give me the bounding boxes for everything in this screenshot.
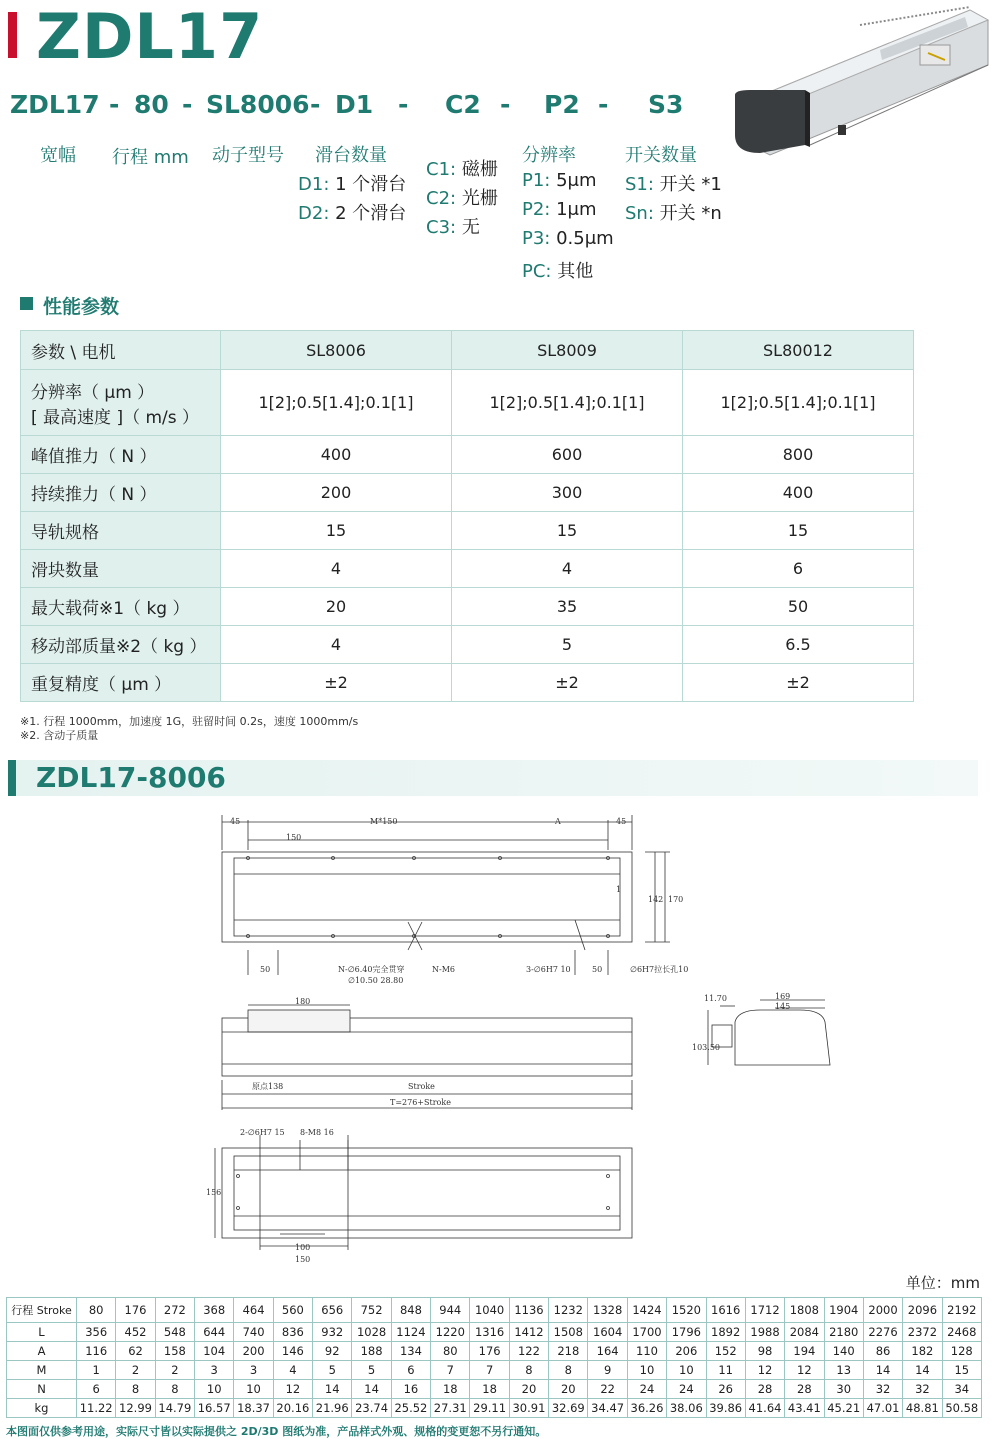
- code-switches: S3: [648, 90, 684, 119]
- row-label: A: [7, 1342, 77, 1361]
- product-render: [730, 5, 990, 175]
- row-label: kg: [7, 1399, 77, 1418]
- table-cell: 12: [745, 1361, 784, 1380]
- dim-label: ∅10.50 28.80: [348, 976, 404, 985]
- table-cell: 164: [588, 1342, 627, 1361]
- table-cell: 50.58: [942, 1399, 981, 1418]
- table-cell: 21.96: [313, 1399, 352, 1418]
- table-cell: 2: [116, 1361, 155, 1380]
- table-row: [7, 1361, 982, 1380]
- table-cell: 1796: [667, 1323, 706, 1342]
- table-cell: 116: [77, 1342, 116, 1361]
- table-cell: 39.86: [706, 1399, 745, 1418]
- dim-label: 142: [648, 895, 664, 904]
- dim-label: 145: [775, 1002, 791, 1011]
- table-cell: 800: [683, 436, 914, 474]
- table-cell: 8: [549, 1361, 588, 1380]
- table-cell: 400: [221, 436, 452, 474]
- row-label: 持续推力（ N ）: [21, 474, 221, 512]
- table-cell: 1[2];0.5[1.4];0.1[1]: [452, 370, 683, 436]
- row-label: 移动部质量※2（ kg ）: [21, 626, 221, 664]
- table-cell: 158: [155, 1342, 194, 1361]
- table-cell: 14: [352, 1380, 391, 1399]
- table-cell: 98: [745, 1342, 784, 1361]
- table-row: [21, 664, 914, 702]
- table-header-cell: 1904: [824, 1298, 863, 1323]
- row-label: 分辨率（ μm ） [ 最高速度 ]（ m/s ）: [21, 370, 221, 436]
- table-cell: 2084: [785, 1323, 824, 1342]
- table-cell: 5: [352, 1361, 391, 1380]
- title-accent-bar: [8, 12, 17, 58]
- table-cell: 25.52: [391, 1399, 430, 1418]
- label-width: 宽幅: [40, 145, 76, 166]
- table-row: [7, 1323, 982, 1342]
- table-cell: 176: [470, 1342, 509, 1361]
- table-cell: 2276: [863, 1323, 902, 1342]
- dim-label: 103.50: [692, 1043, 720, 1052]
- dim-label: 3-∅6H7 10: [526, 965, 571, 974]
- table-cell: ±2: [452, 664, 683, 702]
- label-stroke: 行程 mm: [112, 147, 189, 168]
- option-sn: Sn: 开关 *n: [625, 203, 722, 224]
- table-cell: 15: [683, 512, 914, 550]
- row-label: 重复精度（ μm ）: [21, 664, 221, 702]
- table-header-cell: 368: [195, 1298, 234, 1323]
- table-cell: 152: [706, 1342, 745, 1361]
- table-header-cell: 848: [391, 1298, 430, 1323]
- table-cell: 1[2];0.5[1.4];0.1[1]: [221, 370, 452, 436]
- table-cell: 41.64: [745, 1399, 784, 1418]
- table-cell: 20: [221, 588, 452, 626]
- table-cell: 23.74: [352, 1399, 391, 1418]
- table-header-cell: 272: [155, 1298, 194, 1323]
- dim-label: 100: [295, 1243, 311, 1252]
- dim-label: 原点138: [252, 1082, 284, 1091]
- dim-label: N-M6: [432, 965, 455, 974]
- table-row: [21, 588, 914, 626]
- table-cell: 92: [313, 1342, 352, 1361]
- table-header-cell: 1136: [509, 1298, 548, 1323]
- table-cell: 134: [391, 1342, 430, 1361]
- table-header-cell: 1520: [667, 1298, 706, 1323]
- dim-label: M*150: [370, 817, 398, 826]
- row-label: 最大载荷※1（ kg ）: [21, 588, 221, 626]
- code-dash: -: [500, 90, 511, 119]
- stroke-table: [6, 1297, 982, 1418]
- code-width: 80: [134, 90, 169, 119]
- table-cell: 18: [470, 1380, 509, 1399]
- table-cell: 548: [155, 1323, 194, 1342]
- dim-label: Stroke: [408, 1082, 435, 1091]
- table-header-cell: 176: [116, 1298, 155, 1323]
- table-header-cell: 752: [352, 1298, 391, 1323]
- section-marker: [20, 297, 33, 310]
- table-cell: 28: [785, 1380, 824, 1399]
- disclaimer: 本图面仅供参考用途，实际尺寸皆以实际提供之 2D/3D 图纸为准，产品样式外观、规格的变更恕不另行通知。: [6, 1425, 547, 1438]
- table-cell: 10: [195, 1380, 234, 1399]
- table-row: [21, 626, 914, 664]
- option-c1: C1: 磁栅: [426, 159, 498, 180]
- table-cell: 35: [452, 588, 683, 626]
- row-label: 行程 Stroke: [7, 1298, 77, 1323]
- label-switches: 开关数量: [625, 145, 697, 166]
- table-cell: 1316: [470, 1323, 509, 1342]
- table-cell: 2180: [824, 1323, 863, 1342]
- table-cell: 8: [116, 1380, 155, 1399]
- table-cell: 20: [509, 1380, 548, 1399]
- dim-label: ∅6H7拉长孔10: [630, 965, 689, 974]
- table-row: [21, 370, 914, 436]
- table-header-cell: 1040: [470, 1298, 509, 1323]
- table-cell: 2: [155, 1361, 194, 1380]
- table-cell: 1124: [391, 1323, 430, 1342]
- table-cell: 9: [588, 1361, 627, 1380]
- table-cell: 24: [667, 1380, 706, 1399]
- dim-label: 1: [616, 885, 622, 894]
- table-cell: 452: [116, 1323, 155, 1342]
- table-cell: 128: [942, 1342, 981, 1361]
- table-cell: 5: [313, 1361, 352, 1380]
- unit-label: 单位：mm: [905, 1274, 980, 1292]
- table-row: [21, 474, 914, 512]
- end-view: [692, 992, 830, 1065]
- dim-label: A: [555, 817, 561, 826]
- option-c2: C2: 光栅: [426, 188, 498, 209]
- table-header-cell: 2000: [863, 1298, 902, 1323]
- table-cell: 36.26: [627, 1399, 666, 1418]
- table-cell: 140: [824, 1342, 863, 1361]
- table-cell: 12: [273, 1380, 312, 1399]
- table-cell: ±2: [221, 664, 452, 702]
- dim-label: N-∅6.40完全贯穿: [338, 965, 405, 974]
- bottom-view: [206, 1128, 632, 1264]
- technical-drawing: [200, 810, 840, 1270]
- dim-label: 45: [616, 817, 627, 826]
- table-cell: 32: [903, 1380, 942, 1399]
- dim-label: 45: [230, 817, 241, 826]
- table-cell: 4: [452, 550, 683, 588]
- table-header-cell: 1616: [706, 1298, 745, 1323]
- table-row: [21, 550, 914, 588]
- code-mover: SL8006: [206, 90, 310, 119]
- table-cell: 11: [706, 1361, 745, 1380]
- code-model: ZDL17: [10, 90, 100, 119]
- table-cell: 1508: [549, 1323, 588, 1342]
- table-cell: 836: [273, 1323, 312, 1342]
- table-cell: 104: [195, 1342, 234, 1361]
- code-dash: -: [598, 90, 609, 119]
- table-cell: 15: [221, 512, 452, 550]
- table-cell: 13: [824, 1361, 863, 1380]
- table-row: [7, 1342, 982, 1361]
- dim-label: 50: [260, 965, 271, 974]
- table-cell: 12.99: [116, 1399, 155, 1418]
- table-cell: 14: [863, 1361, 902, 1380]
- table-cell: 22: [588, 1380, 627, 1399]
- table-cell: 644: [195, 1323, 234, 1342]
- table-row: [21, 512, 914, 550]
- table-cell: 16.57: [195, 1399, 234, 1418]
- option-c3: C3: 无: [426, 217, 480, 238]
- table-row: [7, 1298, 982, 1323]
- table-cell: 1: [77, 1361, 116, 1380]
- table-header-cell: SL80012: [683, 331, 914, 370]
- table-header-cell: SL8009: [452, 331, 683, 370]
- table-cell: 28: [745, 1380, 784, 1399]
- row-label: 峰值推力（ N ）: [21, 436, 221, 474]
- table-cell: 6.5: [683, 626, 914, 664]
- table-cell: 10: [234, 1380, 273, 1399]
- table-cell: 8: [509, 1361, 548, 1380]
- table-cell: 5: [452, 626, 683, 664]
- footnote: ※2. 含动子质量: [20, 729, 99, 742]
- table-cell: 6: [77, 1380, 116, 1399]
- section-heading-perf: 性能参数: [43, 296, 120, 318]
- table-cell: 34: [942, 1380, 981, 1399]
- table-cell: 48.81: [903, 1399, 942, 1418]
- table-cell: 4: [221, 550, 452, 588]
- code-dash: -: [109, 90, 120, 119]
- table-cell: 18: [431, 1380, 470, 1399]
- table-cell: 12: [785, 1361, 824, 1380]
- table-cell: 10: [627, 1361, 666, 1380]
- table-header-cell: 2096: [903, 1298, 942, 1323]
- table-cell: 80: [431, 1342, 470, 1361]
- table-cell: 20: [549, 1380, 588, 1399]
- table-header-cell: 1808: [785, 1298, 824, 1323]
- label-slides: 滑台数量: [315, 145, 387, 166]
- table-cell: 122: [509, 1342, 548, 1361]
- table-cell: 3: [234, 1361, 273, 1380]
- dim-label: T=276+Stroke: [390, 1098, 451, 1107]
- table-header-cell: 1232: [549, 1298, 588, 1323]
- table-cell: 10: [667, 1361, 706, 1380]
- table-cell: 1[2];0.5[1.4];0.1[1]: [683, 370, 914, 436]
- option-d2: D2: 2 个滑台: [298, 203, 407, 224]
- section-accent-bar: [8, 760, 16, 796]
- table-header-cell: 656: [313, 1298, 352, 1323]
- table-row: [7, 1399, 982, 1418]
- table-cell: 47.01: [863, 1399, 902, 1418]
- table-cell: 356: [77, 1323, 116, 1342]
- table-cell: 1220: [431, 1323, 470, 1342]
- table-cell: 6: [391, 1361, 430, 1380]
- table-cell: 182: [903, 1342, 942, 1361]
- dim-label: 8-M8 16: [300, 1128, 334, 1137]
- table-cell: 14: [313, 1380, 352, 1399]
- top-view: [222, 815, 688, 985]
- table-cell: 24: [627, 1380, 666, 1399]
- section-heading-model: ZDL17-8006: [36, 761, 226, 794]
- option-p3: P3: 0.5μm: [522, 228, 614, 249]
- table-cell: 194: [785, 1342, 824, 1361]
- table-cell: 4: [273, 1361, 312, 1380]
- table-cell: 218: [549, 1342, 588, 1361]
- table-row: [21, 436, 914, 474]
- dim-label: 150: [286, 833, 302, 842]
- table-cell: 4: [221, 626, 452, 664]
- table-cell: 1412: [509, 1323, 548, 1342]
- option-p2: P2: 1μm: [522, 199, 597, 220]
- table-cell: 7: [470, 1361, 509, 1380]
- table-cell: 200: [234, 1342, 273, 1361]
- table-cell: 32: [863, 1380, 902, 1399]
- table-cell: 32.69: [549, 1399, 588, 1418]
- table-cell: 26: [706, 1380, 745, 1399]
- option-s1: S1: 开关 *1: [625, 174, 722, 195]
- table-cell: 38.06: [667, 1399, 706, 1418]
- table-cell: 14: [903, 1361, 942, 1380]
- table-cell: 30: [824, 1380, 863, 1399]
- table-cell: 20.16: [273, 1399, 312, 1418]
- dim-label: 11.70: [704, 994, 727, 1003]
- table-cell: 1604: [588, 1323, 627, 1342]
- table-cell: 15: [942, 1361, 981, 1380]
- table-cell: 27.31: [431, 1399, 470, 1418]
- table-cell: 29.11: [470, 1399, 509, 1418]
- code-dash: -: [182, 90, 193, 119]
- footnote: ※1. 行程 1000mm，加速度 1G，驻留时间 0.2s，速度 1000mm/s: [20, 715, 359, 728]
- table-cell: 11.22: [77, 1399, 116, 1418]
- label-resolution: 分辨率: [522, 145, 576, 166]
- table-cell: 8: [155, 1380, 194, 1399]
- dim-label: 170: [668, 895, 684, 904]
- table-cell: 45.21: [824, 1399, 863, 1418]
- table-cell: 740: [234, 1323, 273, 1342]
- table-cell: 16: [391, 1380, 430, 1399]
- table-cell: 3: [195, 1361, 234, 1380]
- code-dash: -: [398, 90, 409, 119]
- table-cell: 14.79: [155, 1399, 194, 1418]
- table-header-cell: 参数 \ 电机: [21, 331, 221, 370]
- table-cell: 6: [683, 550, 914, 588]
- table-cell: 188: [352, 1342, 391, 1361]
- table-header-cell: 944: [431, 1298, 470, 1323]
- table-cell: 1892: [706, 1323, 745, 1342]
- dim-label: 169: [775, 992, 791, 1001]
- table-header-cell: 2192: [942, 1298, 981, 1323]
- dim-label: 2-∅6H7 15: [240, 1128, 285, 1137]
- dim-label: 180: [295, 997, 311, 1006]
- code-dash: -: [310, 90, 321, 119]
- table-header-cell: 1424: [627, 1298, 666, 1323]
- table-cell: 1988: [745, 1323, 784, 1342]
- table-cell: 1028: [352, 1323, 391, 1342]
- table-header-cell: 80: [77, 1298, 116, 1323]
- table-cell: 932: [313, 1323, 352, 1342]
- table-cell: 400: [683, 474, 914, 512]
- table-cell: ±2: [683, 664, 914, 702]
- option-d1: D1: 1 个滑台: [298, 174, 407, 195]
- side-view: [222, 997, 632, 1110]
- table-header-cell: 1328: [588, 1298, 627, 1323]
- table-cell: 206: [667, 1342, 706, 1361]
- row-label: 导轨规格: [21, 512, 221, 550]
- row-label: M: [7, 1361, 77, 1380]
- table-cell: 110: [627, 1342, 666, 1361]
- table-cell: 86: [863, 1342, 902, 1361]
- table-cell: 30.91: [509, 1399, 548, 1418]
- table-cell: 18.37: [234, 1399, 273, 1418]
- table-cell: 1700: [627, 1323, 666, 1342]
- page-title: ZDL17: [36, 0, 264, 73]
- code-resolution: P2: [544, 90, 580, 119]
- table-header-cell: 464: [234, 1298, 273, 1323]
- option-pc: PC: 其他: [522, 261, 594, 282]
- table-cell: 34.47: [588, 1399, 627, 1418]
- code-slides: D1: [335, 90, 374, 119]
- table-cell: 15: [452, 512, 683, 550]
- table-header-cell: 1712: [745, 1298, 784, 1323]
- table-cell: 300: [452, 474, 683, 512]
- row-label: 滑块数量: [21, 550, 221, 588]
- dim-label: 150: [295, 1255, 311, 1264]
- row-label: L: [7, 1323, 77, 1342]
- dim-label: 156: [206, 1188, 222, 1197]
- table-row: [7, 1380, 982, 1399]
- table-cell: 200: [221, 474, 452, 512]
- label-mover: 动子型号: [212, 145, 284, 166]
- table-header-cell: SL8006: [221, 331, 452, 370]
- table-cell: 2468: [942, 1323, 981, 1342]
- table-cell: 43.41: [785, 1399, 824, 1418]
- table-cell: 146: [273, 1342, 312, 1361]
- table-cell: 50: [683, 588, 914, 626]
- option-p1: P1: 5μm: [522, 170, 597, 191]
- table-cell: 600: [452, 436, 683, 474]
- dim-label: 50: [592, 965, 603, 974]
- code-scale: C2: [445, 90, 481, 119]
- performance-table: [20, 330, 914, 702]
- table-cell: 7: [431, 1361, 470, 1380]
- table-header-cell: 560: [273, 1298, 312, 1323]
- table-cell: 62: [116, 1342, 155, 1361]
- table-cell: 2372: [903, 1323, 942, 1342]
- row-label: N: [7, 1380, 77, 1399]
